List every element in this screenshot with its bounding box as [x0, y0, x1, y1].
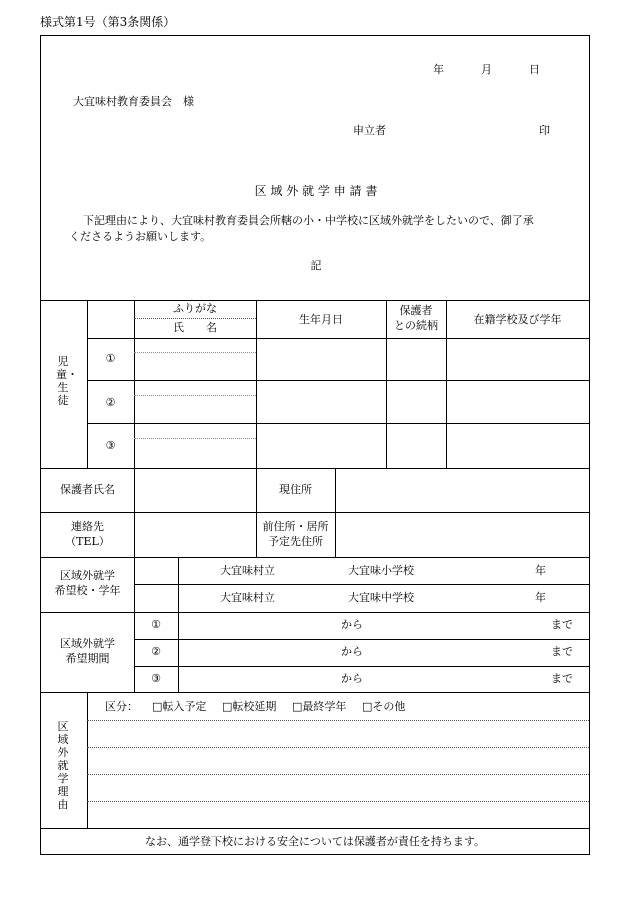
option-transfer-planned-checkbox[interactable]: □転入予定 — [152, 700, 207, 713]
grid-line — [87, 338, 589, 339]
period-to-label: まで — [551, 645, 573, 658]
name-header: 氏 名 — [173, 321, 217, 334]
category-label: 区分： — [105, 700, 138, 713]
grid-line — [41, 512, 589, 513]
elementary-school-name: 大宜味小学校 — [348, 564, 414, 577]
addressee: 大宜味村教育委員会 様 — [73, 95, 194, 108]
period-row-number: ③ — [151, 672, 161, 685]
option-other-checkbox[interactable]: □その他 — [362, 700, 406, 713]
birthdate-header: 生年月日 — [299, 313, 343, 326]
reason-section-label: 区域外就学理由 — [57, 720, 69, 811]
grid-line — [87, 801, 589, 802]
document-title: 区 域 外 就 学 申 請 書 — [254, 184, 378, 198]
contact-tel-label: （TEL） — [65, 535, 110, 548]
student-row-number: ③ — [105, 439, 116, 452]
footer-note: なお、通学登下校における安全については保護者が責任を持ちます。 — [145, 835, 485, 848]
period-from-label: から — [341, 672, 363, 685]
grid-line — [41, 692, 589, 693]
grid-line — [178, 612, 179, 692]
current-address-label: 現住所 — [279, 483, 312, 496]
period-from-label: から — [341, 618, 363, 631]
period-to-label: まで — [551, 618, 573, 631]
contact-label: 連絡先 — [71, 520, 104, 533]
grid-line — [41, 612, 589, 613]
student-row-number: ② — [105, 396, 116, 409]
grid-line — [87, 380, 589, 381]
student-row-number: ① — [105, 352, 116, 365]
grid-line — [134, 318, 256, 319]
option-transfer-postponed-checkbox[interactable]: □転校延期 — [222, 700, 277, 713]
ki-heading: 記 — [310, 259, 322, 272]
period-to-label: まで — [551, 672, 573, 685]
application-form — [40, 35, 590, 855]
desired-school-label-line-1: 区域外就学 — [60, 569, 115, 582]
school-header: 在籍学校及び学年 — [473, 313, 562, 326]
period-from-label: から — [341, 645, 363, 658]
seal-mark: 印 — [539, 124, 550, 137]
option-final-year-checkbox[interactable]: □最終学年 — [292, 700, 347, 713]
grade-field[interactable]: 年 — [535, 591, 546, 604]
grid-line — [87, 692, 88, 828]
relation-header-line-1: 保護者 — [399, 304, 433, 317]
grade-field[interactable]: 年 — [535, 564, 546, 577]
grid-line — [87, 774, 589, 775]
grid-line — [134, 352, 256, 353]
guardian-name-label: 保護者氏名 — [60, 483, 115, 496]
grid-line — [87, 720, 589, 721]
students-section-label: 児童・生徒 — [56, 355, 78, 407]
body-text-line-1: 下記理由により、大宜味村教育委員会所轄の小・中学校に区域外就学をしたいので、御了承 — [83, 214, 534, 227]
desired-period-label-line-1: 区域外就学 — [60, 637, 115, 650]
body-text-line-2: くださるようお願いします。 — [69, 230, 212, 243]
grid-line — [134, 438, 256, 439]
previous-address-label-line-1: 前住所・居所 — [262, 520, 329, 533]
desired-school-label-line-2: 希望校・学年 — [54, 584, 121, 597]
form-number-label: 様式第1号（第3条関係） — [40, 15, 176, 29]
grid-line — [41, 557, 589, 558]
period-row-number: ① — [151, 618, 161, 631]
grid-line — [134, 584, 589, 585]
date-day-field[interactable]: 日 — [529, 63, 540, 76]
date-month-field[interactable]: 月 — [481, 63, 492, 76]
village-prefix: 大宜味村立 — [220, 564, 275, 577]
relation-header-line-2: との続柄 — [394, 319, 438, 332]
village-prefix: 大宜味村立 — [220, 591, 275, 604]
grid-line — [41, 828, 589, 829]
furigana-header: ふりがな — [173, 302, 217, 315]
grid-line — [134, 395, 256, 396]
desired-period-label-line-2: 希望期間 — [65, 652, 110, 665]
grid-line — [41, 468, 589, 469]
grid-line — [134, 639, 589, 640]
grid-line — [87, 423, 589, 424]
divider — [41, 300, 589, 301]
date-year-field[interactable]: 年 — [433, 63, 444, 76]
junior-high-school-name: 大宜味中学校 — [348, 591, 414, 604]
grid-line — [87, 747, 589, 748]
applicant-label: 申立者 — [353, 124, 386, 137]
grid-line — [134, 666, 589, 667]
previous-address-label-line-2: 予定先住所 — [268, 535, 323, 548]
period-row-number: ② — [151, 645, 161, 658]
